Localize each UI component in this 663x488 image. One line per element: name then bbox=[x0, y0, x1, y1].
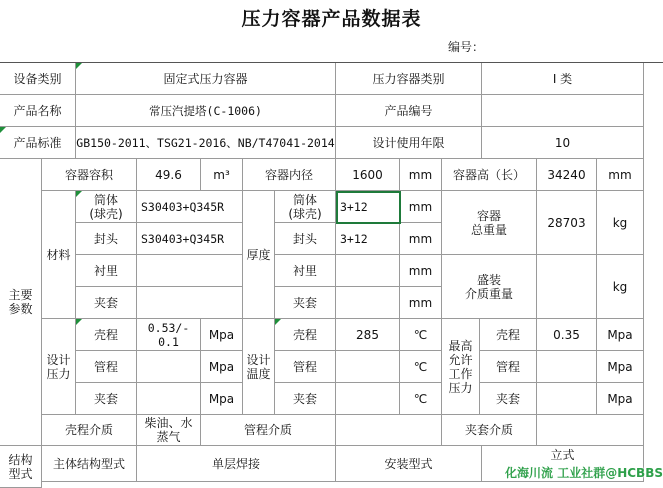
temp-unit-shell: ℃ bbox=[400, 319, 442, 351]
pressure-side-shell: 壳程 bbox=[76, 319, 137, 351]
thickness-unit-head: mm bbox=[400, 223, 442, 255]
temp-unit-tube: ℃ bbox=[400, 351, 442, 383]
height-label: 容器高（长） bbox=[442, 159, 537, 191]
height-unit: mm bbox=[597, 159, 644, 191]
equipment-category-value[interactable]: 固定式压力容器 bbox=[76, 63, 336, 95]
temp-tube[interactable] bbox=[336, 351, 400, 383]
max-pressure-jacket[interactable] bbox=[537, 383, 597, 415]
inner-diameter-unit: mm bbox=[400, 159, 442, 191]
thickness-unit-shell: mm bbox=[400, 191, 442, 223]
thickness-label: 厚度 bbox=[243, 191, 275, 319]
thickness-unit-lining: mm bbox=[400, 255, 442, 287]
pressure-unit-tube: Mpa bbox=[201, 351, 243, 383]
temp-side-shell: 壳程 bbox=[275, 319, 336, 351]
structure-section-label: 结构 型式 bbox=[0, 446, 42, 488]
standard-value[interactable]: GB150-2011、TSG21-2016、NB/T47041-2014 bbox=[76, 127, 336, 159]
height-value[interactable]: 34240 bbox=[537, 159, 597, 191]
material-label: 材料 bbox=[42, 191, 76, 319]
thickness-part-shell: 筒体 (球壳) bbox=[275, 191, 336, 223]
temp-side-tube: 管程 bbox=[275, 351, 336, 383]
temp-shell[interactable]: 285 bbox=[336, 319, 400, 351]
material-jacket[interactable] bbox=[137, 287, 243, 319]
jacket-medium-value[interactable] bbox=[537, 415, 644, 446]
thickness-part-jacket: 夹套 bbox=[275, 287, 336, 319]
max-pressure-side-tube: 管程 bbox=[480, 351, 537, 383]
medium-weight-label: 盛装 介质重量 bbox=[442, 255, 537, 319]
product-name-label: 产品名称 bbox=[0, 95, 76, 127]
max-pressure-shell[interactable]: 0.35 bbox=[537, 319, 597, 351]
thickness-unit-jacket: mm bbox=[400, 287, 442, 319]
number-value[interactable] bbox=[486, 36, 656, 58]
pressure-unit-jacket: Mpa bbox=[201, 383, 243, 415]
install-label: 安装型式 bbox=[336, 446, 482, 482]
vessel-category-value[interactable]: I 类 bbox=[482, 63, 644, 95]
volume-unit: m³ bbox=[201, 159, 243, 191]
tube-medium-label: 管程介质 bbox=[201, 415, 336, 446]
pressure-tube[interactable] bbox=[137, 351, 201, 383]
product-number-label: 产品编号 bbox=[336, 95, 482, 127]
thickness-shell[interactable]: 3+12 bbox=[336, 191, 400, 223]
thickness-part-head: 封头 bbox=[275, 223, 336, 255]
pressure-side-tube: 管程 bbox=[76, 351, 137, 383]
thickness-head[interactable]: 3+12 bbox=[336, 223, 400, 255]
temp-jacket[interactable] bbox=[336, 383, 400, 415]
inner-diameter-value[interactable]: 1600 bbox=[336, 159, 400, 191]
medium-weight-unit: kg bbox=[597, 255, 644, 319]
volume-label: 容器容积 bbox=[42, 159, 137, 191]
material-head[interactable]: S30403+Q345R bbox=[137, 223, 243, 255]
vessel-category-label: 压力容器类别 bbox=[336, 63, 482, 95]
max-pressure-unit-jacket: Mpa bbox=[597, 383, 644, 415]
design-life-value[interactable]: 10 bbox=[482, 127, 644, 159]
design-life-label: 设计使用年限 bbox=[336, 127, 482, 159]
page-title: 压力容器产品数据表 bbox=[241, 7, 422, 30]
total-weight-unit: kg bbox=[597, 191, 644, 255]
main-structure-label: 主体结构型式 bbox=[42, 446, 137, 482]
material-shell[interactable]: S30403+Q345R bbox=[137, 191, 243, 223]
thickness-lining[interactable] bbox=[336, 255, 400, 287]
temp-side-jacket: 夹套 bbox=[275, 383, 336, 415]
shell-medium-label: 壳程介质 bbox=[42, 415, 137, 446]
install-value[interactable]: 立式 bbox=[482, 446, 644, 482]
tube-medium-value[interactable] bbox=[336, 415, 442, 446]
inner-diameter-label: 容器内径 bbox=[243, 159, 336, 191]
max-pressure-side-jacket: 夹套 bbox=[480, 383, 537, 415]
thickness-jacket[interactable] bbox=[336, 287, 400, 319]
number-label: 编号： bbox=[424, 36, 484, 58]
material-lining[interactable] bbox=[137, 255, 243, 287]
part-lining: 衬里 bbox=[76, 255, 137, 287]
pressure-side-jacket: 夹套 bbox=[76, 383, 137, 415]
thickness-part-lining: 衬里 bbox=[275, 255, 336, 287]
max-pressure-unit-shell: Mpa bbox=[597, 319, 644, 351]
temp-unit-jacket: ℃ bbox=[400, 383, 442, 415]
part-head: 封头 bbox=[76, 223, 137, 255]
part-shell: 筒体 (球壳) bbox=[76, 191, 137, 223]
main-structure-value[interactable]: 单层焊接 bbox=[137, 446, 336, 482]
design-pressure-label: 设计 压力 bbox=[42, 319, 76, 415]
volume-value[interactable]: 49.6 bbox=[137, 159, 201, 191]
medium-weight-value[interactable] bbox=[537, 255, 597, 319]
equipment-category-label: 设备类别 bbox=[0, 63, 76, 95]
product-number-value[interactable] bbox=[482, 95, 644, 127]
max-pressure-label: 最高 允许 工作 压力 bbox=[442, 319, 480, 415]
max-pressure-side-shell: 壳程 bbox=[480, 319, 537, 351]
max-pressure-unit-tube: Mpa bbox=[597, 351, 644, 383]
standard-label: 产品标准 bbox=[0, 127, 76, 159]
shell-medium-value[interactable]: 柴油、水 蒸气 bbox=[137, 415, 201, 446]
total-weight-value[interactable]: 28703 bbox=[537, 191, 597, 255]
part-jacket: 夹套 bbox=[76, 287, 137, 319]
watermark: 化海川流 工业社群@HCBBS bbox=[505, 465, 663, 480]
pressure-jacket[interactable] bbox=[137, 383, 201, 415]
total-weight-label: 容器 总重量 bbox=[442, 191, 537, 255]
main-params-section-label: 主要 参数 bbox=[0, 159, 42, 446]
max-pressure-tube[interactable] bbox=[537, 351, 597, 383]
pressure-shell[interactable]: 0.53/- 0.1 bbox=[137, 319, 201, 351]
jacket-medium-label: 夹套介质 bbox=[442, 415, 537, 446]
pressure-unit-shell: Mpa bbox=[201, 319, 243, 351]
product-name-value[interactable]: 常压汽提塔(C-1006) bbox=[76, 95, 336, 127]
design-temp-label: 设计 温度 bbox=[243, 319, 275, 415]
